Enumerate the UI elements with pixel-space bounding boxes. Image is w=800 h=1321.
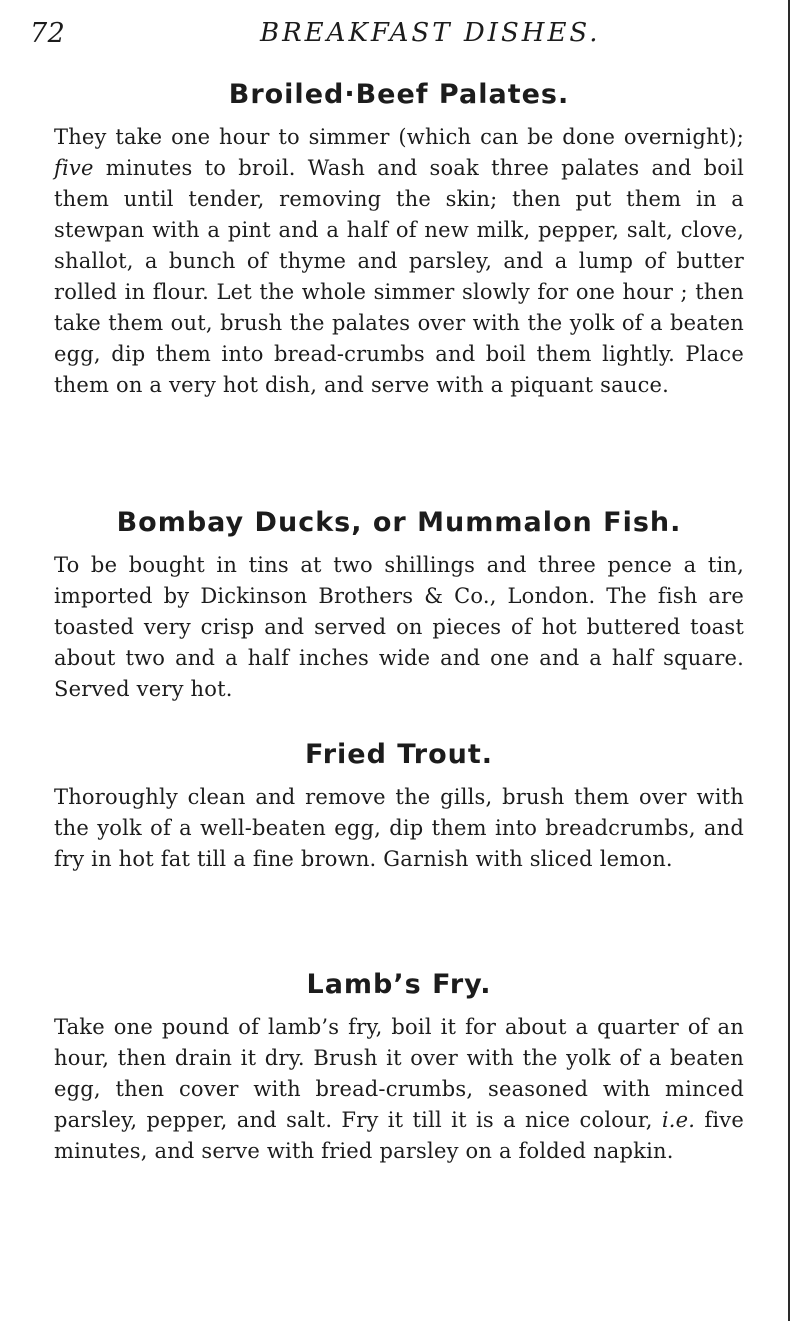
recipe-lambs-fry [54,968,744,1167]
recipe-body-emphasis: i.e. [661,1108,696,1132]
page-number: 72 [30,18,66,49]
recipe-title: Broiled·Beef Palates. [228,79,570,110]
running-head [30,18,775,58]
recipe-fried-trout [54,738,744,875]
recipe-body-text: five minutes, and serve with fried parsley on a folded napkin. [54,1108,744,1163]
running-title: BREAKFAST DISHES. [260,18,601,48]
recipe-body: Thoroughly clean and remove the gills, brush them over with the yolk of a well-beaten egg, dip them into breadcrumbs, and fry in hot fat till a fine brown. Garnish with sliced lemon. [54,785,744,871]
recipe-body-text: minutes to broil. Wash and soak three palates and boil them until tender, removing the skin; then put them in a stewpan with a pint and a half of new milk, pepper, salt, clove, shallot, a bunch of thyme and parsley, and a lump of butter rolled in flour. Let the whole simmer slowly for one hour ; then take them out, brush the palates over with the yolk of a beaten egg, dip them into bread-crumbs and boil them lightly. Place them on a very hot dish, and serve with a piquant sauce. [54,156,744,397]
recipe-title: Lamb’s Fry. [306,969,492,1000]
recipe-body [54,122,744,401]
recipe-title: Fried Trout. [304,739,494,770]
recipe-body-emphasis: five [54,156,94,180]
recipe-title: Bombay Ducks, or Mummalon Fish. [116,507,682,538]
recipe-body: To be bought in tins at two shillings and three pence a tin, imported by Dickinson Brothers & Co., London. The fish are toasted very crisp and served on pieces of hot buttered toast about two and a half inches wide and one and a half square. Served very hot. [54,553,744,701]
page-edge-line [788,0,790,1321]
recipe-broiled-beef-palates [54,78,744,401]
recipe-body-text: Take one pound of lamb’s fry, boil it for about a quarter of an hour, then drain it dry. Brush it over with the yolk of a beaten egg, then cover with bread-crumbs, seasoned with minced parsley, pepper, and salt. Fry it till it is a nice colour, [54,1015,744,1132]
recipe-bombay-ducks [54,506,744,705]
recipe-body [54,1012,744,1167]
recipe-body-text: They take one hour to simmer (which can be done overnight); [54,125,744,149]
